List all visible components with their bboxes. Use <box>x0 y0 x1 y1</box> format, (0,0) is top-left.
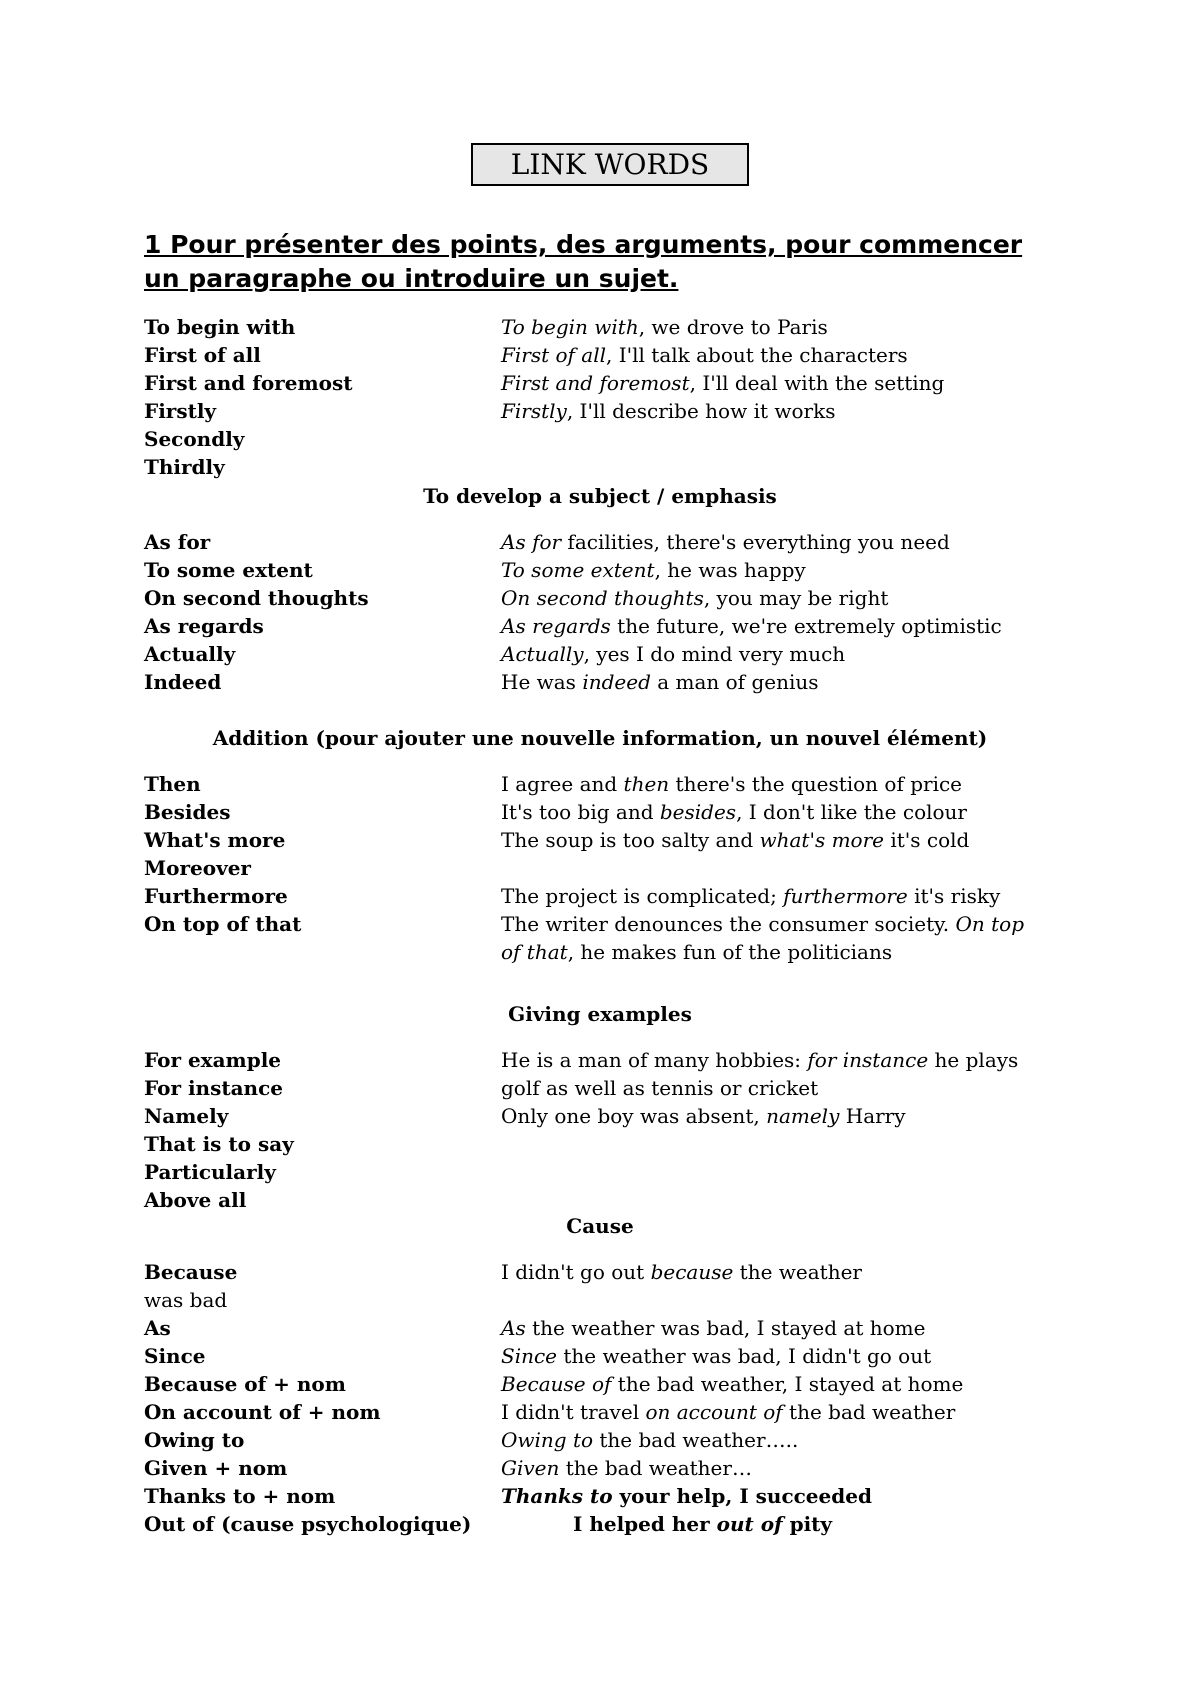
example-sentence <box>501 640 845 668</box>
example-text: He was <box>501 670 583 694</box>
example-sentence <box>501 1398 955 1426</box>
page-title-text: LINK WORDS <box>510 148 710 181</box>
example-sentence <box>501 1426 798 1454</box>
example-link-word: indeed <box>582 670 651 694</box>
example-text: pity <box>782 1512 833 1536</box>
example-text: , I'll describe how it works <box>566 399 836 423</box>
example-sentence <box>501 584 888 612</box>
example-text: , I don't like the colour <box>736 800 967 824</box>
link-word-term: Moreover <box>144 856 251 880</box>
example-text: I agree and <box>501 772 624 796</box>
link-word-term: Then <box>144 772 201 796</box>
example-link-word: First and foremost <box>501 371 690 395</box>
link-word-row <box>0 770 1200 798</box>
example-text: He is a man of many hobbies: <box>501 1048 808 1072</box>
group-heading: Giving examples <box>508 1002 692 1026</box>
link-word-row <box>0 1510 1200 1538</box>
example-text: I didn't go out <box>501 1260 651 1284</box>
example-link-word: On second thoughts <box>501 586 704 610</box>
link-word-term: To begin with <box>144 315 296 339</box>
example-sentence <box>501 1074 818 1102</box>
link-word-row <box>0 1158 1200 1186</box>
example-sentence <box>501 556 806 584</box>
link-word-row <box>0 798 1200 826</box>
link-word-term: Indeed <box>144 670 222 694</box>
link-word-term: Thanks to + nom <box>144 1484 336 1508</box>
example-text: , he was happy <box>654 558 806 582</box>
example-sentence <box>501 1342 931 1370</box>
example-text: he plays <box>928 1048 1019 1072</box>
example-link-word: As <box>501 1316 526 1340</box>
link-word-term: Because of + nom <box>144 1372 346 1396</box>
link-word-term: For example <box>144 1048 282 1072</box>
example-text: I helped her <box>573 1512 717 1536</box>
link-word-row <box>0 1074 1200 1102</box>
link-word-row <box>0 1186 1200 1214</box>
example-sentence <box>501 369 944 397</box>
example-link-word: then <box>623 772 670 796</box>
example-sentence <box>501 341 908 369</box>
link-word-term: As regards <box>144 614 264 638</box>
example-link-word: because <box>650 1260 734 1284</box>
link-word-term: Since <box>144 1344 206 1368</box>
link-word-row <box>0 397 1200 425</box>
link-word-term: As <box>144 1316 171 1340</box>
example-text: the future, we're extremely optimistic <box>610 614 1002 638</box>
link-word-row <box>0 1482 1200 1510</box>
link-word-term: Out of (cause psychologique) <box>144 1512 472 1536</box>
example-text: it's cold <box>883 828 970 852</box>
example-link-word: furthermore <box>783 884 908 908</box>
link-word-row <box>0 313 1200 341</box>
link-word-term: On second thoughts <box>144 586 369 610</box>
link-word-row <box>0 556 1200 584</box>
link-word-term: Given + nom <box>144 1456 288 1480</box>
link-word-row <box>0 1314 1200 1342</box>
link-word-term: What's more <box>144 828 286 852</box>
example-text: The project is complicated; <box>501 884 784 908</box>
example-sentence <box>501 612 1002 640</box>
example-text: the weather was bad, I didn't go out <box>557 1344 932 1368</box>
example-link-word: As for <box>501 530 562 554</box>
link-word-row <box>0 1398 1200 1426</box>
link-word-row <box>0 612 1200 640</box>
example-sentence <box>501 1046 1018 1074</box>
example-link-word: Actually <box>501 642 584 666</box>
link-word-row <box>0 882 1200 910</box>
group-heading: Addition (pour ajouter une nouvelle information, un nouvel élément) <box>212 726 988 750</box>
example-text: , you may be right <box>703 586 889 610</box>
example-text: I didn't travel <box>501 1400 646 1424</box>
example-link-word: Because of <box>501 1372 612 1396</box>
example-link-word: for instance <box>807 1048 929 1072</box>
example-link-word: namely <box>766 1104 840 1128</box>
link-word-term: Particularly <box>144 1160 276 1184</box>
link-word-row <box>0 425 1200 453</box>
example-text: Only one boy was absent, <box>501 1104 767 1128</box>
link-word-row <box>0 1426 1200 1454</box>
link-word-row <box>0 1370 1200 1398</box>
example-sentence <box>501 826 969 854</box>
link-word-term: As for <box>144 530 211 554</box>
example-text: the weather was bad, I stayed at home <box>525 1316 926 1340</box>
link-word-row <box>0 826 1200 854</box>
example-text: , we drove to Paris <box>638 315 828 339</box>
example-sentence <box>501 770 962 798</box>
example-text: a man of genius <box>650 670 819 694</box>
link-word-term: Thirdly <box>144 455 225 479</box>
example-link-word: On top of that <box>501 912 1025 964</box>
example-text: golf as well as tennis or cricket <box>501 1076 819 1100</box>
group-heading: To develop a subject / emphasis <box>423 484 777 508</box>
example-sentence <box>501 528 950 556</box>
example-text: , yes I do mind very much <box>583 642 846 666</box>
example-text: there's the question of price <box>669 772 963 796</box>
link-word-row <box>0 453 1200 481</box>
link-word-term: First and foremost <box>144 371 353 395</box>
link-word-row <box>0 1258 1200 1286</box>
link-word-row <box>0 640 1200 668</box>
example-text: , I'll deal with the setting <box>689 371 945 395</box>
example-sentence <box>501 1258 862 1286</box>
link-word-row <box>0 1286 1200 1314</box>
example-text: Harry <box>839 1104 906 1128</box>
link-word-term: Furthermore <box>144 884 288 908</box>
example-link-word: what's more <box>759 828 884 852</box>
link-word-row <box>0 1454 1200 1482</box>
example-text: your help, I succeeded <box>612 1484 872 1508</box>
example-link-word: First of all <box>501 343 607 367</box>
example-text: it's risky <box>907 884 1001 908</box>
example-sentence <box>501 313 828 341</box>
example-text: facilities, there's everything you need <box>561 530 950 554</box>
link-word-row <box>0 910 1200 964</box>
example-text: the bad weather <box>782 1400 956 1424</box>
example-link-word: As regards <box>501 614 611 638</box>
link-word-term: Firstly <box>144 399 217 423</box>
link-word-row <box>0 854 1200 882</box>
link-word-term: Secondly <box>144 427 245 451</box>
page-title <box>471 143 749 186</box>
example-text: , he makes fun of the politicians <box>567 940 893 964</box>
link-word-term: To some extent <box>144 558 313 582</box>
example-sentence <box>501 397 835 425</box>
example-text: the bad weather… <box>559 1456 752 1480</box>
example-text: The soup is too salty and <box>501 828 760 852</box>
example-sentence <box>501 1482 872 1510</box>
example-link-word: To begin with <box>501 315 639 339</box>
example-link-word: besides <box>659 800 737 824</box>
example-text: the bad weather….. <box>593 1428 799 1452</box>
example-text: , I'll talk about the characters <box>606 343 908 367</box>
example-text: the bad weather, I stayed at home <box>611 1372 964 1396</box>
link-word-term: On top of that <box>144 912 302 936</box>
example-link-word: To some extent <box>501 558 655 582</box>
link-word-term: On account of + nom <box>144 1400 381 1424</box>
example-sentence <box>573 1510 832 1538</box>
example-link-word: Since <box>501 1344 558 1368</box>
link-word-term: Above all <box>144 1188 247 1212</box>
example-sentence <box>501 882 1000 910</box>
example-sentence <box>501 1102 906 1130</box>
link-word-term: That is to say <box>144 1132 294 1156</box>
section-heading: 1 Pour présenter des points, des arguments, pour commencer un paragraphe ou introduire un sujet. <box>144 230 1023 293</box>
link-word-term: First of all <box>144 343 261 367</box>
link-word-term: For instance <box>144 1076 283 1100</box>
example-sentence <box>501 1370 963 1398</box>
example-sentence <box>501 1314 925 1342</box>
link-word-row <box>0 341 1200 369</box>
link-word-row <box>0 1046 1200 1074</box>
example-text: It's too big and <box>501 800 660 824</box>
example-link-word: Given <box>501 1456 560 1480</box>
link-word-row <box>0 528 1200 556</box>
example-link-word: out of <box>716 1512 783 1536</box>
link-word-row <box>0 584 1200 612</box>
link-word-term: Because <box>144 1260 238 1284</box>
example-sentence <box>501 798 967 826</box>
link-word-term: Besides <box>144 800 231 824</box>
link-word-row <box>0 668 1200 696</box>
link-word-term: was bad <box>144 1288 228 1312</box>
link-word-row <box>0 369 1200 397</box>
link-word-term: Owing to <box>144 1428 245 1452</box>
group-heading: Cause <box>566 1214 634 1238</box>
link-word-term: Actually <box>144 642 236 666</box>
example-link-word: Owing to <box>501 1428 594 1452</box>
example-sentence <box>501 668 819 696</box>
link-word-row <box>0 1130 1200 1158</box>
example-text: The writer denounces the consumer society. <box>501 912 956 936</box>
link-word-term: Namely <box>144 1104 229 1128</box>
example-sentence <box>501 1454 752 1482</box>
example-text: the weather <box>733 1260 862 1284</box>
link-word-row <box>0 1342 1200 1370</box>
example-sentence <box>501 910 1041 966</box>
link-word-row <box>0 1102 1200 1130</box>
example-link-word: Thanks to <box>501 1484 613 1508</box>
example-link-word: on account of <box>645 1400 783 1424</box>
example-link-word: Firstly <box>501 399 567 423</box>
